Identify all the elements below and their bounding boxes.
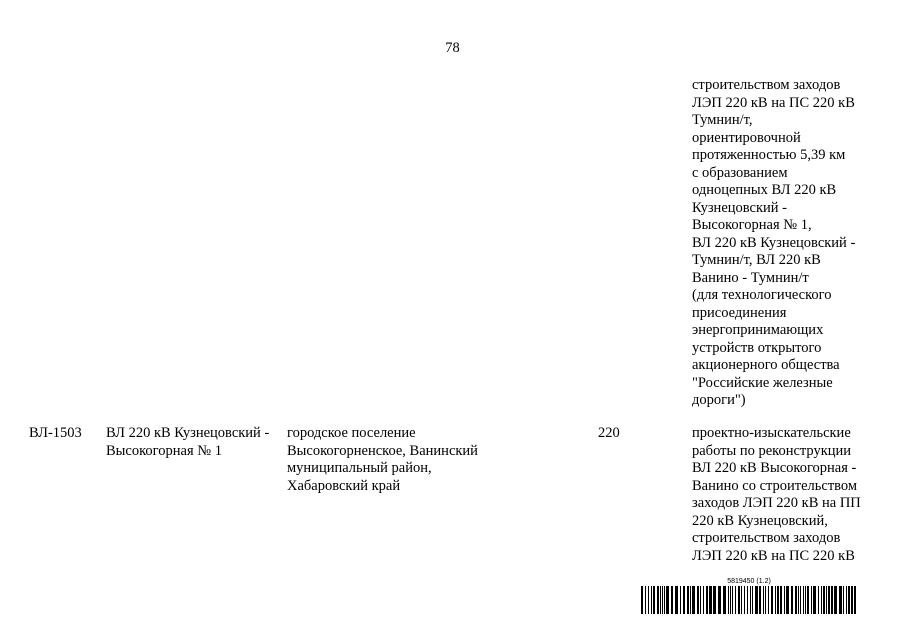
voltage-cell — [598, 425, 620, 443]
continued-description-line: (для технологического — [692, 287, 832, 303]
continued-description-line: Тумнин/т, ВЛ 220 кВ — [692, 252, 821, 268]
location-cell — [287, 425, 478, 495]
line-name-line: Высокогорная № 1 — [106, 442, 222, 459]
line-code-cell — [29, 425, 82, 443]
description-line: ЛЭП 220 кВ на ПС 220 кВ — [692, 547, 855, 564]
continued-description-line: акционерного общества — [692, 357, 840, 373]
description-line: заходов ЛЭП 220 кВ на ПП — [692, 495, 861, 511]
continued-description-line: присоединения — [692, 304, 787, 321]
continued-description-line: Кузнецовский - — [692, 199, 787, 216]
continued-description-line: Ванино - Тумнин/т — [692, 269, 809, 286]
line-name-line: ВЛ 220 кВ Кузнецовский - — [106, 425, 270, 441]
location-line: городское поселение — [287, 425, 416, 441]
description-line: Ванино со строительством — [692, 477, 858, 494]
location-line: Хабаровский край — [287, 477, 401, 494]
voltage-value: 220 — [598, 425, 620, 441]
continued-description-line: строительством заходов — [692, 77, 841, 93]
barcode-label: 5819450 (1.2) — [727, 578, 771, 585]
barcode — [640, 578, 858, 614]
description-line: проектно-изыскательские — [692, 425, 851, 441]
line-code: ВЛ-1503 — [29, 425, 82, 441]
continued-description-line: устройств открытого — [692, 339, 822, 356]
continued-description-line: энергопринимающих — [692, 322, 824, 338]
description-line: строительством заходов — [692, 530, 841, 546]
continued-description-line: ВЛ 220 кВ Кузнецовский - — [692, 234, 856, 251]
continued-description-line: Высокогорная № 1, — [692, 217, 812, 233]
page-number: 78 — [445, 40, 460, 56]
continued-description-line: одноцепных ВЛ 220 кВ — [692, 182, 837, 198]
continued-description-line: дороги") — [692, 392, 746, 408]
continued-description-cell — [692, 77, 855, 410]
continued-description-line: Тумнин/т, — [692, 112, 753, 128]
line-name-cell — [106, 425, 269, 460]
continued-description-line: ЛЭП 220 кВ на ПС 220 кВ — [692, 94, 855, 111]
description-cell — [692, 425, 861, 565]
description-line: 220 кВ Кузнецовский, — [692, 512, 828, 529]
continued-description-line: ориентировочной — [692, 129, 801, 146]
continued-description-line: с образованием — [692, 164, 788, 181]
description-line: ВЛ 220 кВ Высокогорная - — [692, 460, 857, 476]
continued-description-line: протяженностью 5,39 км — [692, 147, 846, 163]
barcode-bars — [640, 586, 858, 614]
description-line: работы по реконструкции — [692, 442, 852, 459]
location-line: муниципальный район, — [287, 460, 432, 476]
continued-description-line: "Российские железные — [692, 374, 833, 391]
location-line: Высокогорненское, Ванинский — [287, 442, 478, 459]
